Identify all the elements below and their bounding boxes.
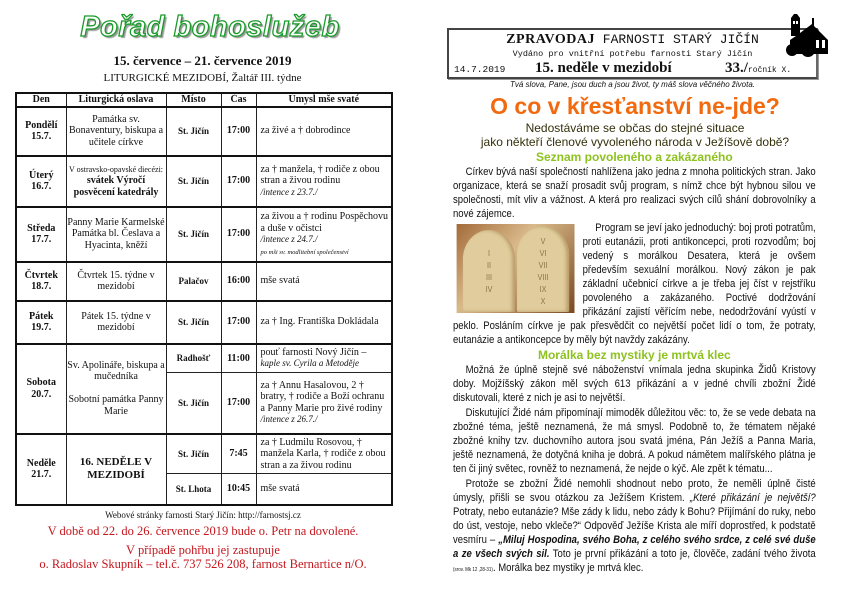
- time: 7:45: [221, 434, 256, 474]
- paragraph: Program se jeví jako jednoduchý: boj proti potratům, proti eutanázii, proti antikoncepci, proti rozvodům; boj vedený s morálkou Desatera, která je ovšem především sexuální morálkou. Nový zákon je pak základní učebnicí církve a je třeba jej číst v rejstříku povoleného a zakázaného. Poctivé dodržování přikázání zajistí věřícím nebe, nedodržování vyústí v peklo. Posláním církve je pak přesvědčit co největší počet lidí o tom, že potraty, eutanázie a antikoncepce by měly být navždy zakázány.: [453, 222, 816, 346]
- intention-cell: [256, 344, 392, 373]
- date: 19.7.: [31, 322, 52, 333]
- intention: za † Ludmilu Rosovou, † manžela Karla, † rodiče z obou stran a za živou rodinu: [256, 434, 392, 474]
- day-cell: [16, 344, 66, 434]
- time: 17:00: [221, 107, 256, 156]
- section-heading: Morálka bez mystiky je mrtvá klec: [537, 348, 731, 362]
- intention-note: /intence z 23.7./: [260, 186, 318, 197]
- schedule-title: Pořad bohoslužeb: [80, 11, 340, 43]
- feast-cell: [66, 156, 166, 207]
- feast-cell: [66, 207, 166, 262]
- day-cell: [16, 434, 66, 505]
- place: Radhošť: [166, 344, 221, 373]
- motto: Tvá slova, Pane, jsou duch a jsou život, ty máš slova věčného života.: [509, 80, 755, 89]
- numeral: VI: [539, 249, 547, 258]
- intention-cell: [256, 207, 392, 262]
- schedule-dates: 15. července – 21. července 2019: [113, 53, 292, 68]
- issued-note: Vydáno pro vnitřní potřebu farnosti Starý Jičín: [512, 49, 753, 59]
- day: Středa: [27, 222, 56, 234]
- day: Pondělí: [25, 119, 58, 131]
- date: 20.7.: [31, 388, 52, 400]
- vacation-notice: V době od 22. do 26. července 2019 bude o. Petr na dovolené.: [47, 523, 359, 538]
- feast: Panny Marie Karmelské: [67, 216, 165, 228]
- place: St. Jičín: [166, 207, 221, 262]
- feast: Sv. Apolináře, biskupa a mučedníka: [67, 359, 165, 383]
- schedule-section: [15, 92, 391, 571]
- time: 17:00: [221, 207, 256, 262]
- intention: za † Annu Hasalovou, 2 † bratry, † rodiče a Boží ochranu a Panny Marie pro živé rodiny: [260, 379, 385, 414]
- article-body-2: [453, 363, 816, 577]
- place: St. Jičín: [166, 301, 221, 344]
- intention: mše svatá: [256, 262, 392, 301]
- substitute-notice: V případě pohřbu jej zastupuje: [126, 542, 280, 557]
- masthead: [447, 32, 818, 48]
- numeral: III: [485, 273, 492, 282]
- liturgical-period: LITURGICKÉ MEZIDOBÍ, Žaltář III. týdne: [103, 72, 302, 84]
- place: St. Jičín: [166, 107, 221, 156]
- text: Toto je první přikázání a toto je, člověče, zadání tvého života: [552, 548, 816, 560]
- intention-note: kaple sv. Cyrila a Metoděje: [260, 358, 360, 369]
- date: 18.7.: [31, 281, 52, 292]
- intention-cell: [256, 373, 392, 434]
- numeral: VII: [538, 261, 548, 270]
- section-heading: Seznam povoleného a zakázaného: [535, 150, 733, 164]
- article-headline: O co v křesťanství ne-jde?: [490, 93, 780, 119]
- issue-date: 14.7.2019: [454, 64, 506, 75]
- day: Úterý: [29, 169, 54, 181]
- day-cell: [16, 156, 66, 207]
- place: St. Jičín: [166, 156, 221, 207]
- day: Čtvrtek: [24, 269, 58, 281]
- text: Potraty, nebo eutanázie? Mše zády k lidu, nebo zády k Bohu? Přijímání do ruky, nebo do úst, vestoje, nebo vkleče?“ Odpověď Ježíše Krista ale míří doprostřed, k podstatě vesmíru –: [453, 506, 816, 546]
- table-row: [16, 344, 392, 373]
- numeral: VIII: [537, 273, 549, 282]
- day-cell: [16, 301, 66, 344]
- intention-note: /intence z 26.7./: [260, 414, 318, 425]
- paragraph: Církev bývá naší společností nahlížena jako jedna z mnoha politických stran. Jako organizace, která se snaží prosadit svůj program, s nímž chce být hybnou silou ve společnosti, mít vliv a vážnost. A která pro realizaci svých cílů shání dobrovolníky a nové zájemce.: [453, 166, 816, 220]
- masthead-title: ZPRAVODAJ: [506, 32, 595, 47]
- article: [453, 150, 816, 577]
- subtitle-line: Nedostáváme se občas do stejné situace: [525, 121, 745, 135]
- day-cell: [16, 262, 66, 301]
- day: Sobota: [26, 377, 56, 388]
- table-row: [16, 207, 392, 262]
- article-body-1: [453, 165, 816, 347]
- mass-schedule-table: [15, 92, 393, 506]
- commandment-quote: „Miluj Hospodina, svého Boha, z celého svého srdce, z celé své duše a ze všech svých sil.: [453, 534, 816, 560]
- issue: 33./: [725, 60, 748, 76]
- numeral: IV: [485, 285, 493, 294]
- volume: ročník X.: [747, 66, 792, 75]
- text: . Morálka bez mystiky je mrtvá klec.: [492, 562, 644, 574]
- prayer-note: po mši sv. modlitební společenství: [260, 248, 349, 256]
- header-time: Čas: [221, 93, 256, 107]
- place: Palačov: [166, 262, 221, 301]
- church-icon: [782, 14, 832, 60]
- intention: za † Ing. Františka Dokládala: [256, 301, 392, 344]
- date: 21.7.: [31, 469, 52, 480]
- feast-secondary: Památka bl. Česlava a Hyacinta, kněží: [71, 228, 161, 251]
- time: 17:00: [221, 373, 256, 434]
- feast: svátek Výročí posvěcení katedrály: [73, 175, 159, 198]
- citation: (srov. Mk 12 ,28-31): [453, 567, 493, 573]
- day: Pátek: [29, 310, 54, 322]
- subtitle-line: jako někteří členové vyvoleného národa v Ježíšově době?: [480, 135, 790, 149]
- table-row: [16, 156, 392, 207]
- header-intention: Úmysl mše svaté: [256, 93, 392, 107]
- date: 16.7.: [31, 181, 52, 192]
- feast-cell: [66, 344, 166, 434]
- day-cell: [16, 107, 66, 156]
- intention: za † manžela, † rodiče z obou stran a živou rodinu: [260, 163, 380, 187]
- day: Neděle: [26, 457, 56, 469]
- table-row: [16, 262, 392, 301]
- table-row: [16, 434, 392, 474]
- intention: pouť farnosti Nový Jičín –: [260, 346, 367, 358]
- masthead-parish: FARNOSTI STARÝ JIČÍN: [602, 32, 759, 47]
- header-place: Místo: [166, 93, 221, 107]
- time: 16:00: [221, 262, 256, 301]
- intention-note: /intence z 24.7./: [260, 234, 318, 244]
- place: St. Jičín: [166, 373, 221, 434]
- intention: za živou a † rodinu Pospěchovu a duše v očistci: [260, 211, 388, 234]
- intention: za živé a † dobrodince: [256, 107, 392, 156]
- text: Protože se zbožní Židé nemohli shodnout nebo proto, že neměli úplně čisté úmysly, přišli se svou otázkou za Ježíšem Kristem.: [453, 478, 816, 504]
- time: 17:00: [221, 156, 256, 207]
- feast: 16. NEDĚLE V MEZIDOBÍ: [66, 434, 166, 505]
- issue-number: [725, 59, 791, 80]
- table-row: [16, 107, 392, 156]
- table-row: [16, 301, 392, 344]
- time: 17:00: [221, 301, 256, 344]
- substitute-contact: o. Radoslav Skupník – tel.č. 737 526 208, farnost Bernartice n/O.: [39, 556, 367, 571]
- feast-note: V ostravsko-opavské diecézi:: [68, 164, 164, 174]
- numeral: X: [540, 297, 546, 306]
- day-cell: [16, 207, 66, 262]
- paragraph: Diskutující Židé nám připomínají mimoděk důležitou věc: to, že se vede debata na zbožné téma, ještě neznamená, že má smysl. Podobně to, že tématem nějaké zbožné knihy tzv. duchovního autora jsou svatá jména, Pán Ježíš a Panna Maria, ještě neznamená, že dotyčná kniha je dobrá. A pokud námětem malířského plátna je ten či jiný světec, rovněž to neznamená, že nejde o kýč. Ale zpět k tématu...: [453, 407, 816, 475]
- feast: Čtvrtek 15. týdne v mezidobí: [66, 262, 166, 301]
- ten-commandments-image: [457, 224, 575, 313]
- numeral: V: [540, 237, 546, 246]
- numeral: II: [486, 261, 491, 270]
- time: 10:45: [221, 474, 256, 505]
- tablet-right: [517, 226, 569, 312]
- numeral: IX: [539, 285, 547, 294]
- quote: „Které přikázání je největší?: [689, 492, 816, 504]
- feast: Památka sv. Bonaventury, biskupa a učitele církve: [66, 107, 166, 156]
- table-header: [16, 93, 392, 107]
- website-note: Webové stránky farnosti Starý Jičín: http://farnostsj.cz: [105, 509, 301, 520]
- date: 17.7.: [31, 234, 52, 245]
- header-day: Den: [16, 93, 66, 107]
- intention: mše svatá: [256, 474, 392, 505]
- paragraph: [453, 477, 816, 577]
- place: St. Lhota: [166, 474, 221, 505]
- intention-cell: [256, 156, 392, 207]
- tablet-left: [463, 230, 515, 312]
- paragraph: Možná že úplně stejně své náboženství vnímala jedna skupinka Židů Kristovy doby. Mojžíšský zákon měl svých 613 přikázání a v jedné chvíli zbožní Židé diskutovali, které z nich je asi to největší.: [453, 364, 816, 404]
- feast: Pátek 15. týdne v mezidobí: [66, 301, 166, 344]
- sunday-name: 15. neděle v mezidobí: [535, 60, 672, 76]
- numeral: I: [487, 249, 490, 258]
- header-feast: Liturgická oslava: [66, 93, 166, 107]
- feast-secondary: Sobotní památka Panny Marie: [68, 394, 164, 417]
- article-subtitle: [440, 121, 830, 149]
- time: 11:00: [221, 344, 256, 373]
- place: St. Jičín: [166, 434, 221, 474]
- date: 15.7.: [31, 131, 52, 142]
